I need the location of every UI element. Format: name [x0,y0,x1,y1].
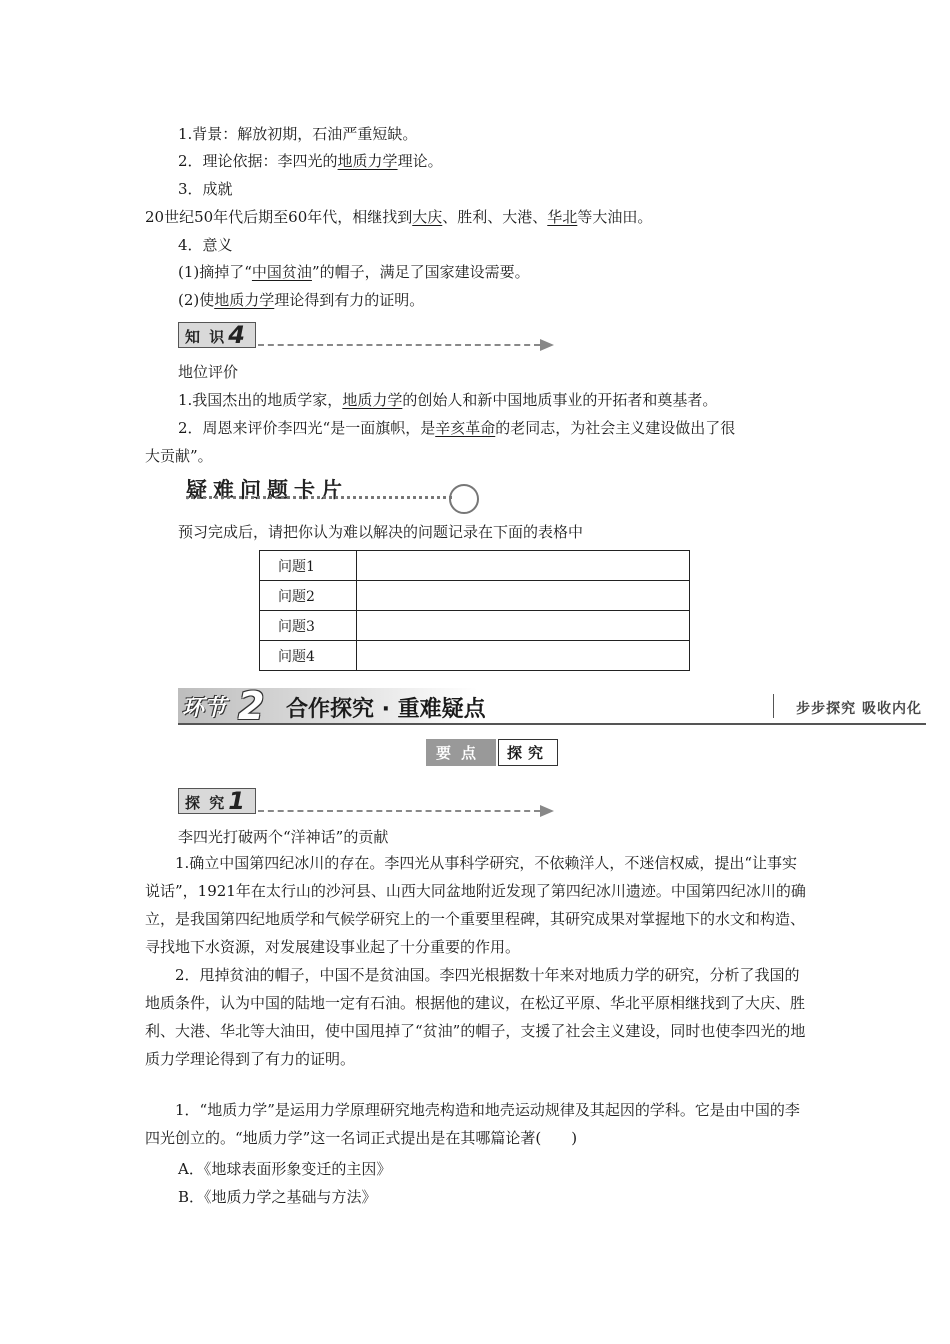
keypoint-grey-label: 要点 [426,739,496,766]
banner-env-number: 2 [238,684,265,728]
circle-icon [449,484,479,514]
table-row [260,641,690,671]
arrow-icon [540,805,554,817]
underlined-term: 地质力学 [337,152,398,170]
theory-line [178,151,443,171]
text: 20世纪50年代后期至60年代，相继找到 [145,208,413,226]
badge-label: 知 识 [185,328,227,346]
option-a[interactable] [178,1159,391,1179]
explore-paragraph-1 [145,849,807,961]
keypoint-white-label: 探究 [498,739,558,766]
banner-rule [178,723,926,725]
text: 地位评价 [178,363,239,381]
banner-env-label: 环节 [182,696,227,721]
text: 的创始人和新中国地质事业的开拓者和奠基者。 [402,391,718,409]
option-b[interactable] [178,1187,377,1207]
option-text: A．《地球表面形象变迁的主因》 [178,1160,392,1178]
text: (1)摘掉了“ [178,263,252,281]
option-text: B．《地质力学之基础与方法》 [178,1188,377,1206]
text: 预习完成后，请把你认为难以解决的问题记录在下面的表格中 [178,523,584,541]
status-item-2-cont [145,446,213,466]
banner-subtitle: 步步探究 吸收内化 [796,701,922,717]
achievement-heading [178,179,233,199]
significance-item-1 [178,262,530,282]
text: 理论得到有力的证明。 [274,291,425,309]
underlined-term: 中国贫油 [251,263,312,281]
background-line [178,124,417,144]
text: 理论。 [397,152,443,170]
row-label: 问题2 [260,581,357,611]
badge-box [178,788,256,814]
card-title: 疑难问题卡片 [186,478,348,502]
table-row [260,611,690,641]
explore-heading [178,827,388,847]
dashed-line [258,810,540,812]
keypoint-tag [426,738,558,766]
status-heading [178,362,238,382]
badge-label: 探 究 [185,794,227,812]
text: 李四光打破两个“洋神话”的贡献 [178,828,389,846]
card-dotted-line [186,496,452,499]
answer-cell[interactable] [357,611,690,641]
text: 2．理论依据：李四光的 [178,152,338,170]
question-text: 1．“地质力学”是运用力学原理研究地壳构造和地壳运动规律及其起因的学科。它是由中国的李四光创立的。“地质力学”这一名词正式提出是在其哪篇论著( ) [145,1101,800,1147]
paragraph-text: 1.确立中国第四纪冰川的存在。李四光从事科学研究，不依赖洋人，不迷信权威，提出“让事实说话”，1921年在太行山的沙河县、山西大同盆地附近发现了第四纪冰川遗迹。中国第四纪冰川的确立，是我国第四纪地质学和气候学研究上的一个重要里程碑，其研究成果对掌握地下的水文和构造、寻找地下水资源，对发展建设事业起了十分重要的作用。 [145,854,806,956]
row-label: 问题4 [260,641,357,671]
knowledge-4-badge [178,322,554,348]
answer-cell[interactable] [357,581,690,611]
text: 1.我国杰出的地质学家， [178,391,343,409]
question-stem [145,1096,807,1152]
underlined-term: 地质力学 [342,391,403,409]
text: 3．成就 [178,180,233,198]
answer-cell[interactable] [357,641,690,671]
question-table [259,550,690,671]
text: 2．周恩来评价李四光“是一面旗帜，是 [178,419,436,437]
answer-cell[interactable] [357,551,690,581]
banner-title: 合作探究 · 重难疑点 [286,697,486,722]
text: ”的帽子，满足了国家建设需要。 [311,263,530,281]
paragraph-text: 2．甩掉贫油的帽子，中国不是贫油国。李四光根据数十年来对地质力学的研究，分析了我国的地质条件，认为中国的陆地一定有石油。根据他的建议，在松辽平原、华北平原相继找到了大庆、胜利、大港、华北等大油田，使中国甩掉了“贫油”的帽子，支援了社会主义建设，同时也使李四光的地质力学理论得到了有力的证明。 [145,966,806,1068]
row-label: 问题1 [260,551,357,581]
text: 等大油田。 [577,208,653,226]
explore-paragraph-2 [145,961,807,1073]
banner-separator [773,694,774,718]
arrow-icon [540,339,554,351]
text: 1.背景：解放初期，石油严重短缺。 [178,125,418,143]
achievement-line [145,207,652,227]
section-banner [178,684,926,728]
underlined-term: 辛亥革命 [435,419,496,437]
underlined-term: 地质力学 [214,291,275,309]
status-item-2 [178,418,735,438]
underlined-term: 大庆 [412,208,443,226]
text: (2)使 [178,291,215,309]
badge-number: 4 [228,321,247,349]
table-row [260,551,690,581]
text: 大贡献”。 [145,447,213,465]
badge-box [178,322,256,348]
card-instruction [178,522,583,542]
significance-item-2 [178,290,424,310]
significance-heading [178,235,233,255]
row-label: 问题3 [260,611,357,641]
text: 4．意义 [178,236,233,254]
text: 的老同志，为社会主义建设做出了很 [495,419,736,437]
dashed-line [258,344,540,346]
table-row [260,581,690,611]
badge-number: 1 [228,787,247,815]
explore-1-badge [178,788,554,814]
underlined-term: 华北 [547,208,578,226]
status-item-1 [178,390,717,410]
text: 、胜利、大港、 [442,208,548,226]
